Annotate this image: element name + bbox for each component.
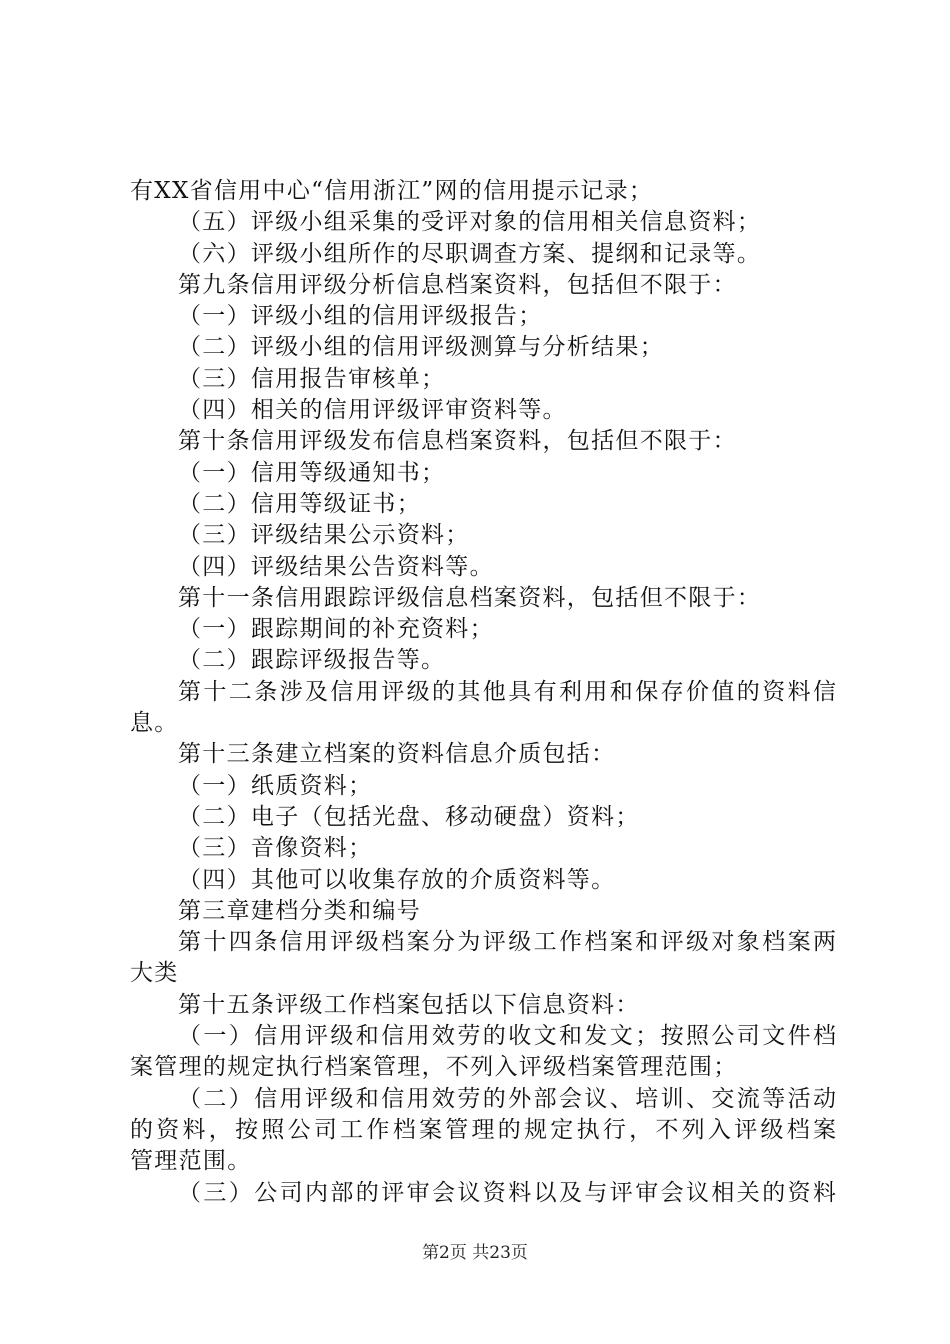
text-line: 大类 bbox=[130, 960, 179, 987]
article-heading: 第十三条建立档案的资料信息介质包括： bbox=[178, 741, 616, 768]
text-line: 息。 bbox=[130, 710, 179, 737]
text-line: （五）评级小组采集的受评对象的信用相关信息资料； bbox=[178, 209, 762, 236]
article-heading: 第十四条信用评级档案分为评级工作档案和评级对象档案两 bbox=[178, 929, 836, 956]
text-line: 的资料，按照公司工作档案管理的规定执行，不列入评级档案 bbox=[130, 1116, 836, 1143]
text-line: （四）相关的信用评级评审资料等。 bbox=[178, 397, 567, 424]
article-heading: 第十条信用评级发布信息档案资料，包括但不限于： bbox=[178, 428, 737, 455]
text-line: （三）评级结果公示资料； bbox=[178, 522, 470, 549]
article-heading: 第十五条评级工作档案包括以下信息资料： bbox=[178, 991, 640, 1018]
text-line: （四）其他可以收集存放的介质资料等。 bbox=[178, 866, 616, 893]
text-line: （二）评级小组的信用评级测算与分析结果； bbox=[178, 334, 664, 361]
text-line: （一）评级小组的信用评级报告； bbox=[178, 303, 543, 330]
text-line: 案管理的规定执行档案管理，不列入评级档案管理范围； bbox=[130, 1054, 738, 1081]
article-heading: 第十一条信用跟踪评级信息档案资料，包括但不限于： bbox=[178, 584, 762, 611]
text-line: 有XX省信用中心“信用浙江”网的信用提示记录； bbox=[130, 178, 654, 204]
text-line: （二）信用评级和信用效劳的外部会议、培训、交流等活动 bbox=[178, 1085, 836, 1112]
text-line: （一）信用评级和信用效劳的收文和发文；按照公司文件档 bbox=[178, 1023, 836, 1050]
document-body bbox=[130, 176, 836, 1209]
article-heading: 第九条信用评级分析信息档案资料，包括但不限于： bbox=[178, 271, 737, 298]
text-line: （四）评级结果公告资料等。 bbox=[178, 553, 494, 580]
chapter-heading: 第三章建档分类和编号 bbox=[178, 897, 421, 924]
text-line: （二）信用等级证书； bbox=[178, 490, 421, 517]
article-heading: 第十二条涉及信用评级的其他具有利用和保存价值的资料信 bbox=[178, 678, 836, 705]
text-line: （一）纸质资料； bbox=[178, 772, 373, 799]
text-line: （二）跟踪评级报告等。 bbox=[178, 647, 446, 674]
text-line: （三）信用报告审核单； bbox=[178, 365, 446, 392]
text-line: （六）评级小组所作的尽职调查方案、提纲和记录等。 bbox=[178, 240, 762, 267]
page-footer: 第2页 共23页 bbox=[422, 1243, 528, 1263]
text-line: （一）信用等级通知书； bbox=[178, 459, 446, 486]
text-line: （三）音像资料； bbox=[178, 835, 373, 862]
text-line: （一）跟踪期间的补充资料； bbox=[178, 616, 494, 643]
text-line: 管理范围。 bbox=[130, 1148, 252, 1175]
text-line: （二）电子（包括光盘、移动硬盘）资料； bbox=[178, 803, 640, 830]
text-line: （三）公司内部的评审会议资料以及与评审会议相关的资料 bbox=[178, 1179, 836, 1206]
